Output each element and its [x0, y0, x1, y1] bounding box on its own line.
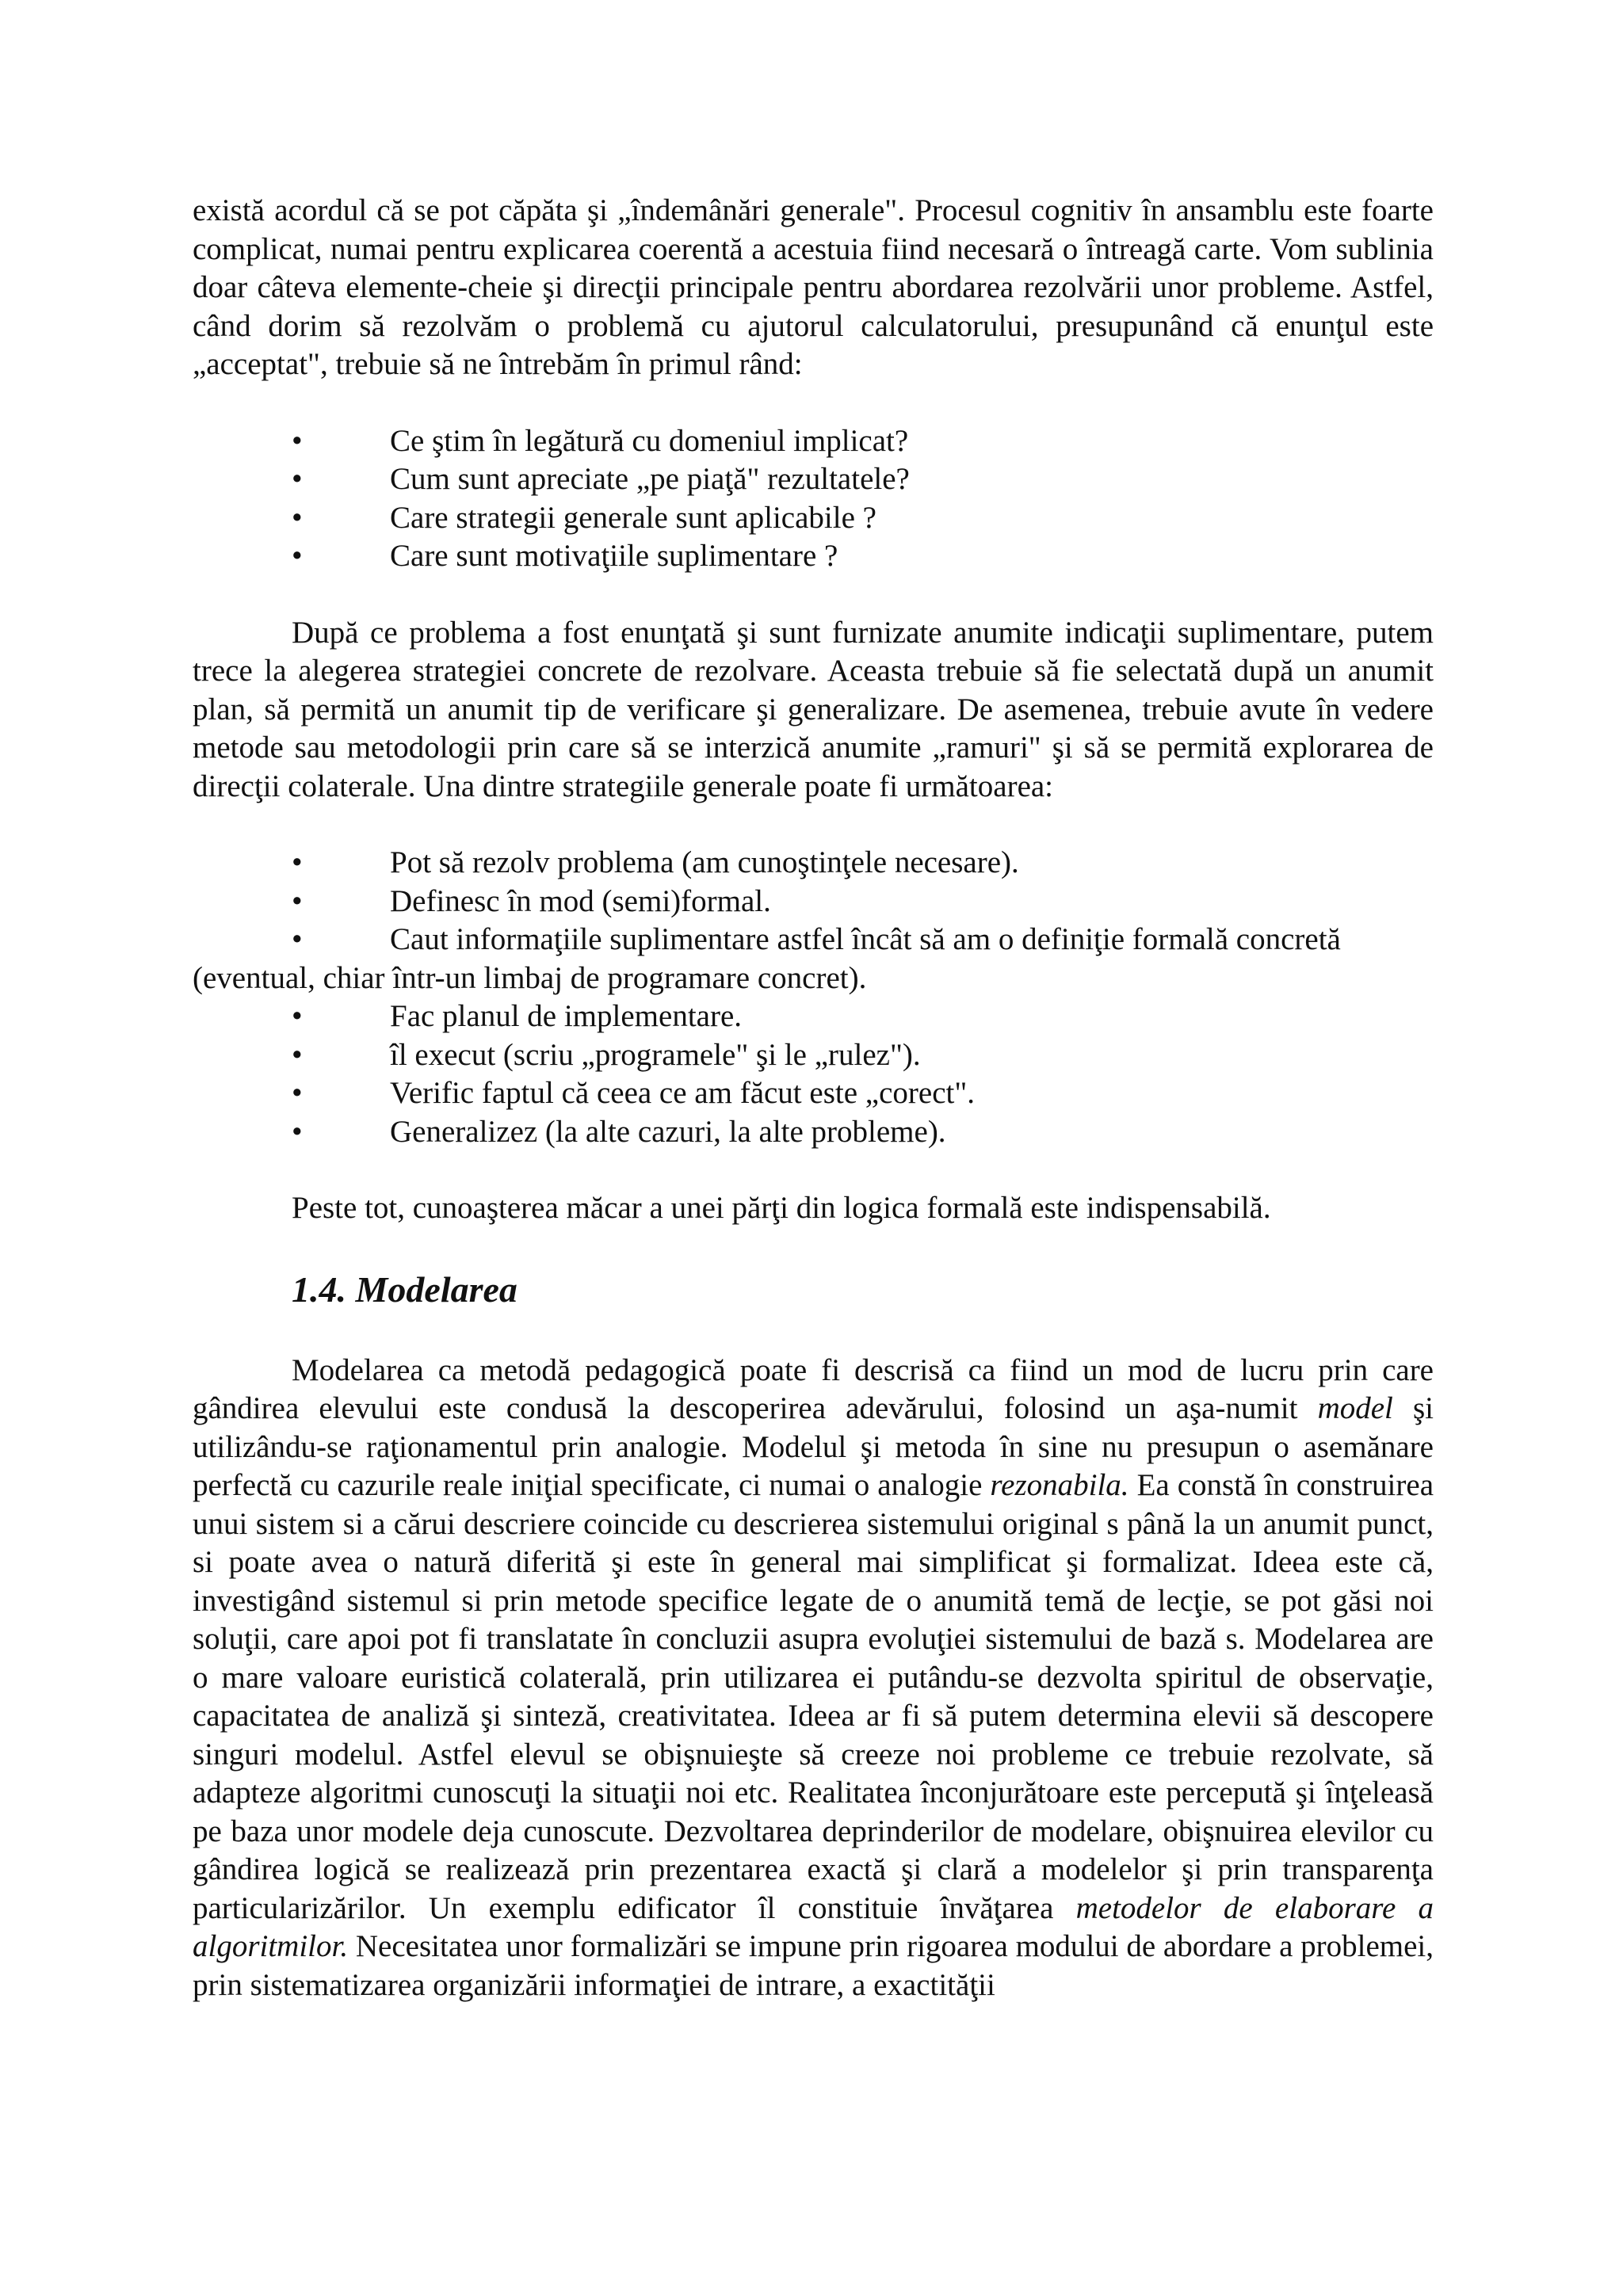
bullet-icon: • — [292, 1114, 303, 1149]
list-item: • Verific faptul că ceea ce am făcut este „corect". — [193, 1074, 1434, 1113]
paragraph-formal-logic: Peste tot, cunoaşterea măcar a unei părţi din logica formală este indispensabilă. — [292, 1191, 1271, 1225]
questions-list — [193, 422, 1434, 576]
italic-term-model: model — [1317, 1391, 1393, 1425]
bullet-icon: • — [292, 462, 303, 496]
italic-term-metode: metodelor de elaborare a algoritmilor. — [193, 1890, 1434, 1963]
strategy-steps-list — [193, 844, 1434, 1151]
list-item: • Care sunt motivaţiile suplimentare ? — [193, 537, 1434, 576]
list-item: • Pot să rezolv problema (am cunoştinţele necesare). — [193, 844, 1434, 883]
italic-term-rezonabila: rezonabila. — [990, 1468, 1129, 1502]
list-item: • Fac planul de implementare. — [193, 997, 1434, 1036]
paragraph-strategy: După ce problema a fost enunţată şi sunt furnizate anumite indicaţii suplimentare, putem trece la alegerea strategiei concrete de rezolvare. Aceasta trebuie să fie selectată după un anumit plan, să permită un anumit tip de verificare şi generalizare. De asemenea, trebuie avute în vedere metode sau metodologii prin care să se interzică anumite „ramuri" şi să se permită explorarea de direcţii colaterale. Una dintre strategiile generale poate fi următoarea: — [193, 615, 1434, 803]
paragraph-cognitive-process: există acordul că se pot căpăta şi „îndemânări generale". Procesul cognitiv în ansamblu este foarte complicat, numai pentru explicarea coerentă a acestuia fiind necesară o întreagă carte. Vom sublinia doar câteva elemente-cheie şi direcţii principale pentru abordarea rezolvării unor probleme. Astfel, când dorim să rezolvăm o problemă cu ajutorul calculatorului, presupunând că enunţul este „acceptat", trebuie să ne întrebăm în primul rând: — [193, 193, 1434, 381]
section-heading: 1.4. Modelarea — [292, 1268, 517, 1310]
list-item: • Cum sunt apreciate „pe piaţă" rezultatele? — [193, 460, 1434, 499]
bullet-icon: • — [292, 999, 303, 1033]
bullet-icon: • — [292, 539, 303, 573]
bullet-icon: • — [292, 1037, 303, 1072]
bullet-icon: • — [292, 845, 303, 879]
list-item: • Care strategii generale sunt aplicabile ? — [193, 499, 1434, 538]
bullet-icon: • — [292, 500, 303, 535]
bullet-icon: • — [292, 883, 303, 918]
list-item: • Caut informaţiile suplimentare astfel încât să am o definiţie formală concretă (eventual, chiar într-un limbaj de programare concret). — [193, 922, 1341, 995]
list-item: • Definesc în mod (semi)formal. — [193, 883, 1434, 921]
bullet-icon: • — [292, 423, 303, 458]
paragraph-modelare: Modelarea ca metodă pedagogică poate fi descrisă ca fiind un mod de lucru prin care gândirea elevului este condusă la descoperirea adevărului, folosind un aşa-numit model şi utilizându-se raţionamentul prin analogie. Modelul şi metoda în sine nu presupun o asemănare perfectă cu cazurile reale iniţial specificate, ci numai o analogie rezonabila. Ea constă în construirea unui sistem si a cărui descriere coincide cu descrierea sistemului original s până la un anumit punct, si poate avea o natură diferită şi este în general mai simplificat şi formalizat. Ideea este că, investigând sistemul si prin metode specifice legate de o anumită temă de lecţie, se pot găsi noi soluţii, care apoi pot fi translatate în concluzii asupra evoluţiei sistemului de bază s. Modelarea are o mare valoare euristică colaterală, prin utilizarea ei putându-se dezvolta spiritul de observaţie, capacitatea de analiză şi sinteză, creativitatea. Ideea ar fi să putem determina elevii să descopere singuri modelul. Astfel elevul se obişnuieşte să creeze noi probleme ce trebuie rezolvate, să adapteze algoritmi cunoscuţi la situaţii noi etc. Realitatea înconjurătoare este percepută şi înţeleasă pe baza unor modele deja cunoscute. Dezvoltarea deprinderilor de modelare, obişnuirea elevilor cu gândirea logică se realizează prin prezentarea exactă şi clară a modelelor şi prin transparenţa particularizărilor. Un exemplu edificator îl constituie învăţarea metodelor de elaborare a algoritmilor. Necesitatea unor formalizări se impune prin rigoarea modului de abordare a problemei, prin sistematizarea organizării informaţiei de intrare, a exactităţii — [193, 1352, 1434, 2002]
list-item: • îl execut (scriu „programele" şi le „rulez"). — [193, 1036, 1434, 1075]
bullet-icon: • — [292, 1076, 303, 1110]
document-page — [193, 192, 1434, 2004]
bullet-icon: • — [292, 922, 303, 956]
list-item: • Generalizez (la alte cazuri, la alte probleme). — [193, 1113, 1434, 1152]
list-item: • Ce ştim în legătură cu domeniul implicat? — [193, 422, 1434, 461]
